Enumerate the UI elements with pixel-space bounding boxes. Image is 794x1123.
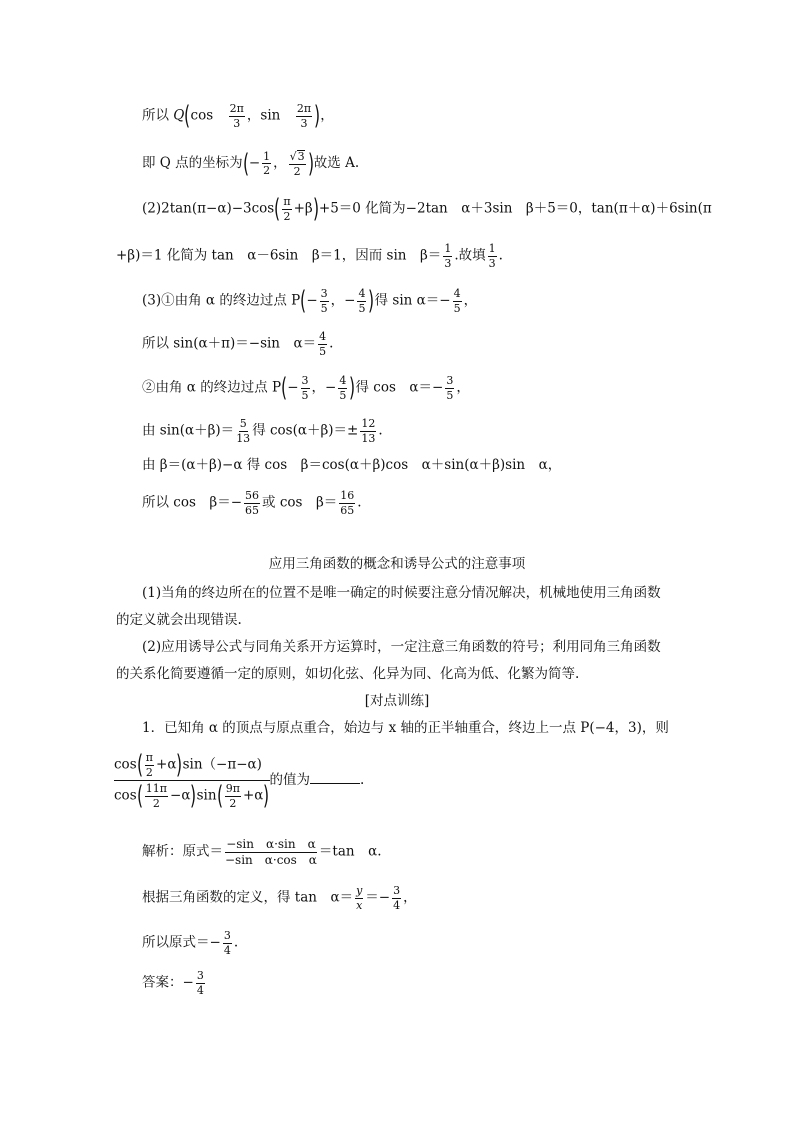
text: cos: [190, 107, 214, 124]
section-heading: [0, 558, 794, 572]
solution-line-4: +β)＝1 化简为 tan α－6sin β＝1，因而 sin β＝ $\frac{1}{3}$ .故填 $\frac{1}{3}$ .: [116, 242, 503, 270]
analysis-line-2: 根据三角函数的定义，得 tan α＝ $\frac{y}{x}$ ＝− $\frac{3}{4}$ ，: [142, 884, 417, 912]
text: 所以 cos β＝−: [142, 494, 243, 511]
solution-line-9: [142, 459, 561, 473]
text: Q: [173, 107, 185, 124]
fraction: $\frac{4}{5}$: [339, 374, 347, 402]
text: 由 β＝(α＋β)−α 得 cos β＝cos(α＋β)cos α＋sin(α＋β)sin α，: [142, 457, 562, 473]
fraction: $\frac{√3}{2}$: [289, 150, 305, 178]
text: 故选 A.: [313, 155, 360, 172]
fraction: $\frac{56}{65}$: [245, 489, 260, 517]
fraction: $\frac{\pi}{2}$: [283, 195, 291, 223]
fraction: $\frac{5}{13}$: [236, 417, 251, 445]
solution-line-6: 所以 sin(α＋π)＝−sin α＝ $\frac{4}{5}$ .: [142, 330, 334, 358]
solution-line-5: (3)①由角 α 的终边过点 P(− $\frac{3}{5}$ ，− $\frac{4}{5}$ )得 sin α＝− $\frac{4}{5}$ ，: [142, 286, 478, 317]
fraction: $\frac{1}{3}$: [444, 242, 452, 270]
text: (2)2tan(π−α)−3cos: [142, 200, 275, 217]
solution-line-10: 所以 cos β＝− $\frac{56}{65}$ 或 cos β＝ $\frac{16}{65}$ .: [142, 489, 362, 517]
fraction: $\frac{3}{5}$: [320, 287, 328, 315]
fraction: $\frac{1}{3}$: [488, 242, 496, 270]
note-2-line-1: (2)应用诱导公式与同角关系开方运算时，一定注意三角函数的符号；利用同角三角函数: [142, 639, 661, 655]
text: ，: [320, 107, 334, 124]
note-2-line-2: 的关系化简要遵循一定的原则，如切化弦、化异为同、化高为低、化繁为简等.: [116, 666, 580, 682]
note-1-line-2: 的定义就会出现错误.: [116, 612, 242, 628]
solution-line-7: ②由角 α 的终边过点 P(− $\frac{3}{5}$ ，− $\frac{4}{5}$ )得 cos α＝− $\frac{3}{5}$ ，: [142, 373, 470, 404]
text: (3)①由角 α 的终边过点 P: [142, 292, 301, 309]
fraction: $\frac{3}{5}$: [446, 374, 454, 402]
fraction: $\frac{12}{13}$: [361, 417, 376, 445]
solution-line-2: 即 Q 点的坐标为(− $\frac{1}{2}$ ， $\frac{√3}{2}$ )故选 A.: [142, 148, 360, 179]
text: ，sin: [246, 107, 281, 124]
fraction: $\frac{4}{5}$: [358, 287, 366, 315]
note-1-line-1: (1)当角的终边所在的位置不是唯一确定的时候要注意分情况解决，机械地使用三角函数: [142, 585, 661, 601]
answer-blank: [310, 771, 360, 784]
compound-fraction: cos( $\frac{\pi}{2}$ +α)sin（−π−α) cos( $\frac{11\pi}{2}$ −α)sin( $\frac{9\pi}{2}$ +α): [114, 750, 270, 812]
text: 即 Q 点的坐标为: [142, 155, 243, 172]
text: +5＝0 化简为−2tan α＋3sin β＋5＝0，tan(π＋α)＋6sin(π: [318, 200, 712, 217]
fraction: $\frac{2\pi}{3}$: [296, 102, 312, 130]
solution-line-1: 所以 Q(cos $\frac{2\pi}{3}$ ，sin $\frac{2\pi}{3}$ )，: [142, 101, 334, 132]
analysis-line-1: 解析：原式＝ $\frac{\text{−sin α·sin α}}{\text{−sin α·cos α}}$ ＝tan α.: [142, 837, 382, 867]
solution-line-8: 由 sin(α＋β)＝ $\frac{5}{13}$ 得 cos(α＋β)＝± $\frac{12}{13}$ .: [142, 417, 383, 445]
answer-line: 答案：− $\frac{3}{4}$: [142, 969, 204, 997]
fraction: $\frac{2\pi}{3}$: [229, 102, 244, 130]
fraction: $\frac{4}{5}$: [453, 287, 461, 315]
text: 由 sin(α＋β)＝: [142, 422, 235, 439]
fraction: $\frac{16}{65}$: [340, 489, 355, 517]
analysis-line-3: 所以原式＝− $\frac{3}{4}$ .: [142, 929, 239, 957]
text: 应用三角函数的概念和诱导公式的注意事项: [268, 556, 526, 572]
practice-heading: [对点训练]: [364, 693, 430, 709]
question-1: 1．已知角 α 的顶点与原点重合，始边与 x 轴的正半轴重合，终边上一点 P(−4，3)，则: [142, 720, 669, 736]
solution-line-3: (2)2tan(π−α)−3cos( $\frac{\pi}{2}$ +β)+5＝0 化简为−2tan α＋3sin β＋5＝0，tan(π＋α)＋6sin(π: [142, 194, 712, 225]
fraction: $\frac{3}{5}$: [301, 374, 309, 402]
text: +β)＝1 化简为 tan α－6sin β＝1，因而 sin β＝: [116, 247, 442, 264]
text: ②由角 α 的终边过点 P: [142, 379, 282, 396]
fraction: $\frac{4}{5}$: [319, 330, 327, 358]
text: 所以 sin(α＋π)＝−sin α＝: [142, 335, 317, 352]
text: 所以: [142, 107, 169, 124]
question-1-expression: cos( $\frac{\pi}{2}$ +α)sin（−π−α) cos( $\frac{11\pi}{2}$ −α)sin( $\frac{9\pi}{2}$ +α) 的值为 .: [114, 750, 365, 812]
fraction: $\frac{1}{2}$: [263, 149, 271, 178]
